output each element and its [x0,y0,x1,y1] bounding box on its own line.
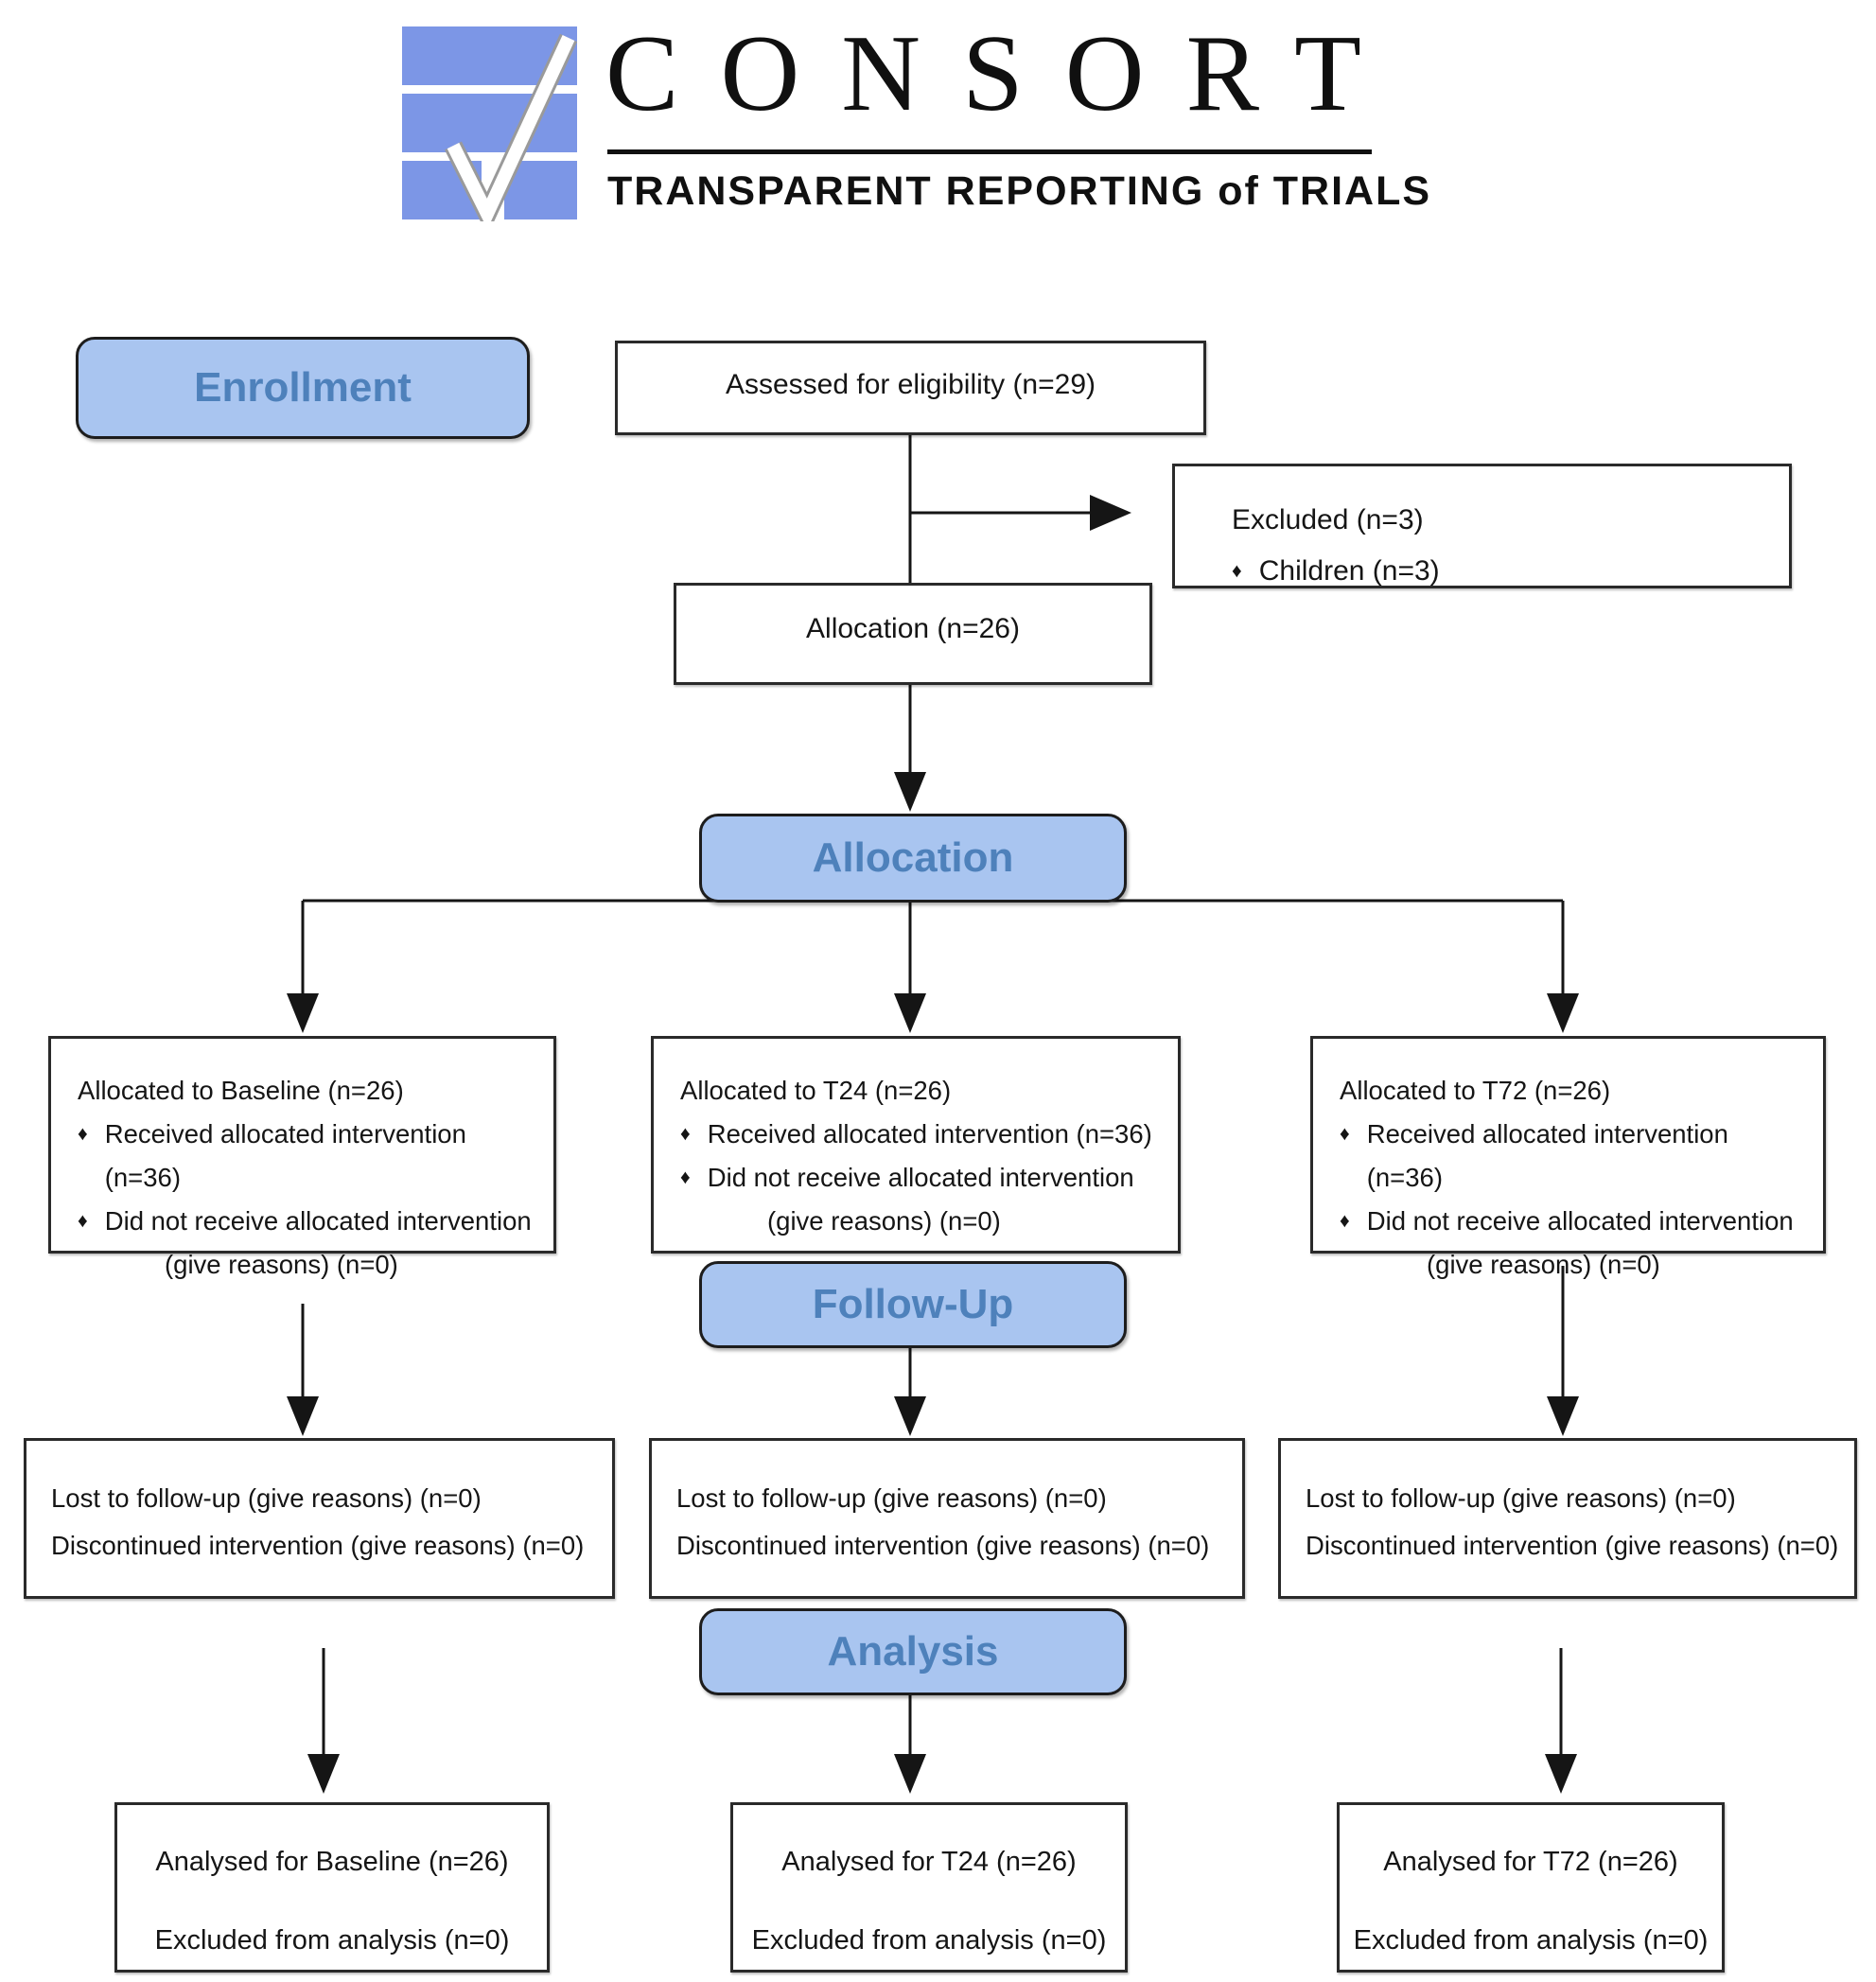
allocation-count-box [674,583,1152,685]
not-received-line-baseline [78,1200,538,1243]
stage-label-analysis: Analysis [827,1628,999,1675]
received-text-t24: Received allocated intervention (n=36) [707,1119,1152,1149]
wordmark-underline [607,149,1372,154]
logo-bar-middle [402,94,577,152]
allocated-title-t24: Allocated to T24 (n=26) [680,1076,952,1105]
excluded-box [1172,464,1792,588]
arrowhead-down-t72-icon [1547,993,1579,1033]
diamond-bullet-icon: ♦ [1340,1123,1350,1145]
assessed-box [615,341,1206,435]
analysed-box-baseline [114,1802,550,1973]
not-received-line-t24 [680,1156,1163,1200]
stage-box-followup [699,1261,1127,1348]
not-received-cont-t72: (give reasons) (n=0) [1427,1250,1660,1279]
analysed-line1-t24: Analysed for T24 (n=26) [781,1847,1077,1877]
arrowhead-down-t24-icon [894,993,926,1033]
analysed-line2-baseline: Excluded from analysis (n=0) [154,1925,510,1956]
analysed-box-t72 [1337,1802,1725,1973]
allocation-count-text: Allocation (n=26) [806,613,1020,644]
consort-logo-icon [402,26,577,221]
analysed-line2-t72: Excluded from analysis (n=0) [1353,1925,1709,1956]
not-received-cont-baseline: (give reasons) (n=0) [165,1250,398,1279]
arrowhead-right-excluded-icon [1090,495,1131,531]
diamond-bullet-icon: ♦ [1340,1210,1350,1232]
lost-line2-t72: Discontinued intervention (give reasons) (n=0) [1306,1531,1839,1560]
diamond-bullet-icon: ♦ [78,1210,88,1232]
assessed-text: Assessed for eligibility (n=29) [725,369,1096,400]
lost-line1-baseline: Lost to follow-up (give reasons) (n=0) [51,1483,482,1513]
not-received-text-t24: Did not receive allocated intervention [707,1163,1134,1192]
allocated-box-t24 [651,1036,1181,1254]
arrowhead-down-analysed-baseline-icon [307,1754,340,1794]
allocated-title-baseline: Allocated to Baseline (n=26) [78,1076,404,1105]
lost-box-t72 [1278,1438,1857,1599]
received-line-t24 [680,1113,1163,1156]
stage-box-allocation [699,814,1127,903]
analysed-line2-t24: Excluded from analysis (n=0) [751,1925,1107,1956]
arrowhead-down-baseline-icon [287,993,319,1033]
not-received-line-t72 [1340,1200,1808,1243]
stage-box-analysis [699,1608,1127,1695]
lost-line2-baseline: Discontinued intervention (give reasons) (n=0) [51,1531,585,1560]
analysed-box-t24 [730,1802,1128,1973]
analysed-line1-baseline: Analysed for Baseline (n=26) [155,1847,509,1877]
arrowhead-down-analysed-t72-icon [1545,1754,1577,1794]
lost-line2-t24: Discontinued intervention (give reasons) (n=0) [676,1531,1210,1560]
lost-line1-t24: Lost to follow-up (give reasons) (n=0) [676,1483,1107,1513]
received-text-t72: Received allocated intervention (n=36) [1366,1119,1728,1192]
diamond-bullet-icon: ♦ [680,1123,691,1145]
lost-box-baseline [24,1438,615,1599]
lost-line1-t72: Lost to follow-up (give reasons) (n=0) [1306,1483,1736,1513]
analysed-line1-t72: Analysed for T72 (n=26) [1383,1847,1678,1877]
received-text-baseline: Received allocated intervention (n=36) [104,1119,466,1192]
arrowhead-down-allocation-stage-icon [894,772,926,812]
arrowhead-down-lost-baseline-icon [287,1396,319,1436]
allocated-box-t72 [1310,1036,1826,1279]
allocated-box-baseline [48,1036,556,1279]
arrowhead-down-analysed-t24-icon [894,1754,926,1794]
consort-wordmark: CONSORT [605,13,1404,134]
received-line-baseline [78,1113,538,1200]
consort-tagline: TRANSPARENT REPORTING of TRIALS [607,168,1432,214]
not-received-cont-t24: (give reasons) (n=0) [767,1206,1001,1236]
allocated-title-t72: Allocated to T72 (n=26) [1340,1076,1611,1105]
lost-box-t24 [649,1438,1245,1599]
not-received-text-baseline: Did not receive allocated intervention [104,1206,532,1236]
diamond-bullet-icon: ♦ [78,1123,88,1145]
stage-label-followup: Follow-Up [812,1281,1014,1327]
excluded-reason-text: Children (n=3) [1258,555,1440,587]
diamond-bullet-icon: ♦ [1232,560,1242,582]
stage-box-enrollment [76,337,530,439]
excluded-reason-line [1232,546,1770,597]
not-received-text-t72: Did not receive allocated intervention [1366,1206,1794,1236]
diamond-bullet-icon: ♦ [680,1166,691,1188]
stage-label-enrollment: Enrollment [194,364,412,411]
arrowhead-down-lost-t24-icon [894,1396,926,1436]
excluded-title: Excluded (n=3) [1232,504,1424,535]
arrowhead-down-lost-t72-icon [1547,1396,1579,1436]
stage-label-allocation: Allocation [812,834,1014,881]
received-line-t72 [1340,1113,1808,1200]
